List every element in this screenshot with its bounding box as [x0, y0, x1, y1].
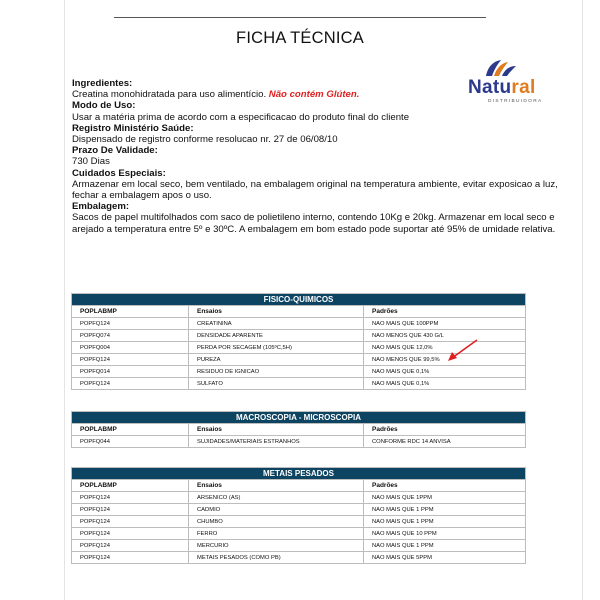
table-cell: CONFORME RDC 14 ANVISA — [364, 436, 526, 448]
table-cell: ARSENICO (AS) — [189, 492, 364, 504]
table-header-row — [72, 424, 526, 436]
red-arrow-icon — [446, 338, 480, 364]
table-cell: FERRO — [189, 528, 364, 540]
ingredientes-heading: Ingredientes: — [72, 78, 133, 89]
column-header: Padrões — [364, 306, 526, 318]
table-cell: NAO MAIS QUE 1PPM — [364, 492, 526, 504]
table-cell: POPFQ014 — [72, 366, 189, 378]
table-cell: NAO MAIS QUE 1 PPM — [364, 504, 526, 516]
table-row — [72, 318, 526, 330]
table-cell: CREATININA — [189, 318, 364, 330]
prazo-heading: Prazo De Validade: — [72, 145, 158, 157]
column-header: Ensaios — [189, 306, 364, 318]
table-row — [72, 552, 526, 564]
prazo-text: 730 Dias — [72, 156, 110, 168]
table-cell: POPFQ124 — [72, 378, 189, 390]
table-cell: POPFQ124 — [72, 516, 189, 528]
table-row — [72, 366, 526, 378]
table-cell: RESIDUO DE IGNICAO — [189, 366, 364, 378]
table-row — [72, 528, 526, 540]
table-cell: NAO MAIS QUE 5PPM — [364, 552, 526, 564]
table-cell: MERCURIO — [189, 540, 364, 552]
table-cell: POPFQ074 — [72, 330, 189, 342]
table-cell: NAO MAIS QUE 100PPM — [364, 318, 526, 330]
table-cell: SULFATO — [189, 378, 364, 390]
table-cell: NAO MAIS QUE 1 PPM — [364, 516, 526, 528]
table-cell: NAO MAIS QUE 10 PPM — [364, 528, 526, 540]
table-cell: DENSIDADE APARENTE — [189, 330, 364, 342]
table-cell: CHUMBO — [189, 516, 364, 528]
logo-wordmark: Natural — [468, 77, 536, 98]
column-header: POPLABMP — [72, 424, 189, 436]
column-header: Padrões — [364, 424, 526, 436]
product-info — [72, 78, 562, 235]
table-cell: POPFQ124 — [72, 552, 189, 564]
column-header: POPLABMP — [72, 480, 189, 492]
table-cell: NAO MENOS QUE 430 G/L — [364, 330, 526, 342]
table-cell: POPFQ004 — [72, 342, 189, 354]
page-right-edge — [582, 0, 583, 600]
column-header: POPLABMP — [72, 306, 189, 318]
table-cell: POPFQ124 — [72, 318, 189, 330]
modo-text: Usar a matéria prima de acordo com a especificacao do produto final do cliente — [72, 111, 410, 123]
logo-subtitle: DISTRIBUIDORA — [488, 99, 543, 104]
table-row — [72, 504, 526, 516]
table-cell: POPFQ124 — [72, 504, 189, 516]
table-row — [72, 436, 526, 448]
page-title: FICHA TÉCNICA — [236, 29, 364, 47]
table-row — [72, 378, 526, 390]
table-cell: PERDA POR SECAGEM (105ºC,5H) — [189, 342, 364, 354]
table-row — [72, 492, 526, 504]
table-title: MACROSCOPIA - MICROSCOPIA — [72, 412, 526, 424]
cuidados-text: Armazenar em local seco, bem ventilado, na embalagem original na temperatura ambiente, evitar exposicao a luz, fechar a embalagem apos o uso. — [72, 178, 558, 202]
leaf-logo-icon — [482, 58, 520, 78]
table-cell: METAIS PESADOS (COMO PB) — [189, 552, 364, 564]
table-cell: NAO MENOS QUE 99,5% — [364, 354, 526, 366]
table-cell: NAO MAIS QUE 0,1% — [364, 378, 526, 390]
table-cell: NAO MAIS QUE 1 PPM — [364, 540, 526, 552]
modo-heading: Modo de Uso: — [72, 100, 136, 112]
table-cell: CADMIO — [189, 504, 364, 516]
gluten-alert: Não contém Glúten. — [268, 89, 360, 101]
registro-heading: Registro Ministério Saúde: — [72, 122, 194, 134]
table-header-row — [72, 306, 526, 318]
column-header: Ensaios — [189, 424, 364, 436]
table-cell: POPFQ124 — [72, 354, 189, 366]
registro-text: Dispensado de registro conforme resolucao nr. 27 de 06/08/10 — [72, 134, 338, 146]
table-title: FISICO-QUIMICOS — [72, 294, 526, 306]
table-cell: POPFQ124 — [72, 528, 189, 540]
table-cell: SUJIDADES/MATERIAIS ESTRANHOS — [189, 436, 364, 448]
top-rule — [114, 17, 486, 18]
column-header: Ensaios — [189, 480, 364, 492]
table-cell: NAO MAIS QUE 0,1% — [364, 366, 526, 378]
table-cell: POPFQ124 — [72, 492, 189, 504]
table-row — [72, 540, 526, 552]
table-cell: POPFQ044 — [72, 436, 189, 448]
column-header: Padrões — [364, 480, 526, 492]
macroscopia-table — [71, 411, 526, 448]
table-row — [72, 516, 526, 528]
embalagem-heading: Embalagem: — [72, 201, 130, 213]
table-cell: NAO MAIS QUE 12,0% — [364, 342, 526, 354]
metais-pesados-table — [71, 467, 526, 564]
table-title: METAIS PESADOS — [72, 468, 526, 480]
embalagem-text: Sacos de papel multifolhados com saco de polietileno interno, contendo 10Kg e 20kg. Armazenar em local seco e arejado a temperatura entre 5º e 30ºC. A embalagem em bom estado pode suportar até 95% de umidade relativa. — [72, 212, 556, 235]
cuidados-heading: Cuidados Especiais: — [72, 167, 166, 179]
table-cell: POPFQ124 — [72, 540, 189, 552]
ingredientes-text: Creatina monohidratada para uso alimentício. Não contém Glúten. — [72, 89, 360, 101]
table-cell: PUREZA — [189, 354, 364, 366]
table-header-row — [72, 480, 526, 492]
page-left-edge — [64, 0, 65, 600]
